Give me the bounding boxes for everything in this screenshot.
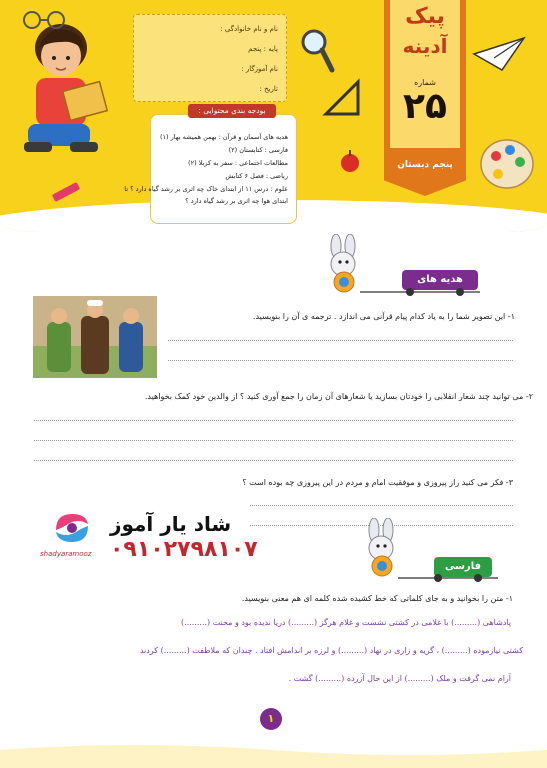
header-title-line1: پیک (405, 4, 445, 29)
ruler-triangle-icon (322, 78, 362, 118)
budget-line: ریاضی : فصل ۶ کتابش (225, 172, 288, 180)
brand-name: شاد یار آموز (110, 512, 232, 536)
persian-text-line: آرام نمی گرفت و ملک (.........) از این حال آزرده (.........) گشت . (288, 674, 511, 683)
budget-title: بودجه بندی محتوایی : (188, 104, 276, 118)
brand-phone: ۰۹۱۰۲۷۹۸۱۰۷ (110, 537, 258, 562)
glasses-icon (20, 10, 70, 30)
question-s1-3: ۳- فکر می کنید راز پیروزی و موفقیت امام و مردم در این پیروزی چه بوده است ؟ (242, 478, 513, 487)
budget-line: هدیه های آسمان و قرآن : بهمن همیشه بهار (۱) (159, 133, 288, 141)
question-s1-1: ۱- این تصویر شما را به یاد کدام پیام قرآنی می اندازد . ترجمه ی آن را بنویسید. (252, 312, 515, 321)
issue-number: ۲۵ (403, 86, 447, 127)
persian-text-line: پادشاهی (.........) با غلامی در کشتی نشست و غلام هرگز (.........) دریا ندیده بود و محنت (.........) (181, 618, 511, 627)
student-info-box (133, 14, 287, 102)
page-number: ۱ (260, 708, 282, 730)
train-track-icon (360, 286, 480, 298)
question-s2-1: ۱- متن را بخوانید و به جای کلماتی که خط کشیده شده کلمه ای هم معنی بنویسید. (241, 594, 513, 603)
budget-line: علوم : درس ۱۱ از ابتدای خاک چه اثری بر رشد گیاه دارد ؟ تا (124, 185, 288, 193)
paint-palette-icon (478, 136, 536, 192)
answer-line[interactable] (250, 505, 513, 506)
magnifier-icon (300, 28, 336, 74)
budget-line: فارسی : کتابستان (۲) (228, 146, 288, 154)
brand-site: shadyaramooz (40, 550, 92, 558)
bunny-mascot-icon (356, 518, 410, 580)
date-field-label: تاریخ : (259, 85, 278, 93)
crayon-icon (46, 180, 86, 204)
religious-scene-picture (33, 296, 157, 378)
section-tab-persian: فارسی (434, 557, 492, 577)
persian-text-line: کشتی نیازموده (.........) ، گریه و زاری در نهاد (.........) و لرزه بر اندامش افتاد . چندان که ملاطفت (.........) کردند (139, 646, 523, 655)
answer-line[interactable] (34, 440, 513, 441)
budget-line: مطالعات اجتماعی : سفر به کربلا (۲) (188, 159, 288, 167)
answer-line[interactable] (168, 340, 513, 341)
answer-line[interactable] (34, 420, 513, 421)
content-budget-box (124, 114, 297, 224)
budget-line: ابتدای هوا چه اثری بر رشد گیاه دارد ؟ (185, 197, 288, 205)
name-field-label: نام و نام خانوادگی : (220, 25, 278, 33)
issue-number-label: شماره (414, 78, 436, 87)
train-track-icon (398, 572, 498, 584)
kid-reading-illustration (6, 8, 126, 178)
grade-label: پنجم دبستان (397, 160, 453, 170)
grade-field-label: پایه : پنجم (248, 45, 278, 53)
teacher-field-label: نام آموزگار : (241, 65, 278, 73)
brand-logo-icon (50, 510, 94, 546)
bottom-wave (0, 740, 547, 768)
header-title-line2: آدینه (402, 34, 448, 58)
section-tab-heavenly-gifts: هدیه های آسمان (402, 270, 478, 290)
paper-plane-icon (472, 34, 526, 74)
apple-icon (338, 148, 362, 174)
answer-line[interactable] (34, 460, 513, 461)
answer-line[interactable] (168, 360, 513, 361)
question-s1-2: ۲- می توانید چند شعار انقلابی را خودتان بسازید یا شعارهای آن زمان را جمع آوری کنید ؟ از والدین خود کمک بخواهید. (144, 392, 533, 401)
